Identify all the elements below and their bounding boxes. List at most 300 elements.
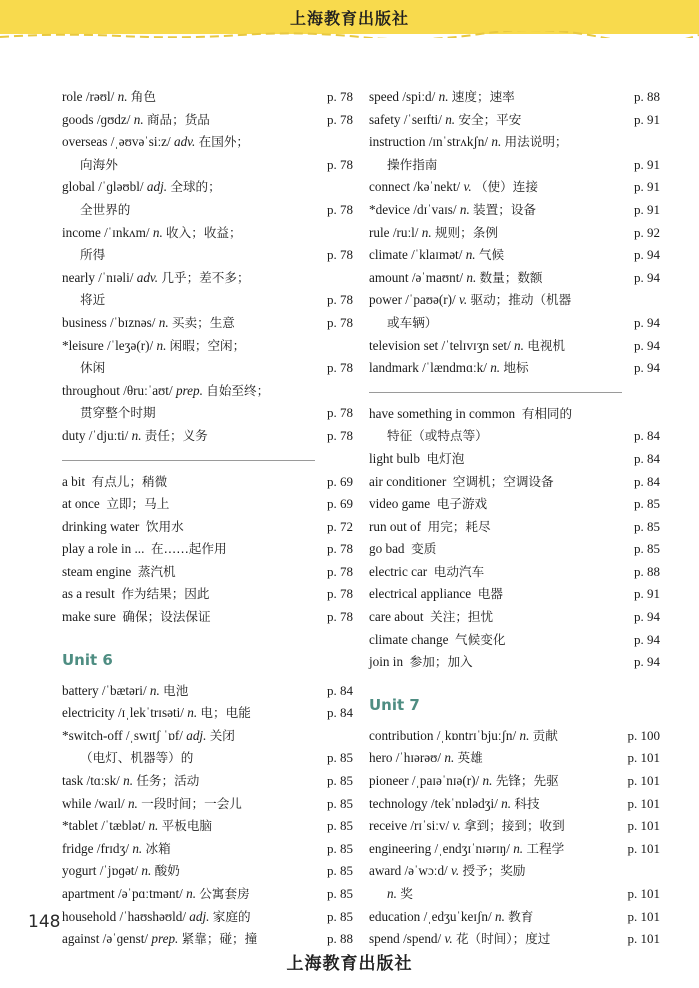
part-of-speech: n. (186, 886, 196, 901)
phonetic: /ɪnˈstrʌkʃn/ (428, 134, 489, 150)
page-reference: p. 78 (327, 541, 353, 557)
page-reference: p. 101 (627, 908, 660, 924)
phrase: air conditioner (369, 473, 447, 489)
part-of-speech: n. (133, 111, 144, 127)
headword: fridge (62, 840, 94, 856)
part-of-speech: n. (127, 795, 138, 811)
phonetic: /ˈɪnkʌm/ (104, 224, 150, 240)
phrase: play a role in ... (62, 541, 145, 557)
headword: income (62, 224, 101, 240)
headword: business (62, 314, 107, 330)
glossary-entry (369, 725, 666, 748)
glossary-entry (62, 793, 359, 816)
glossary-entry (369, 448, 666, 471)
headword: nearly (62, 269, 95, 285)
phrase: make sure (62, 609, 116, 625)
page-reference: p. 101 (627, 931, 660, 947)
translation: 几乎；差不多； (161, 269, 250, 285)
phonetic: /ɪˌlekˈtrɪsəti/ (118, 705, 184, 721)
translation-continued: （电灯、机器等）的 (80, 750, 194, 766)
glossary-entry (62, 222, 359, 245)
phrase: light bulb (369, 450, 420, 466)
part-of-speech: n. (152, 224, 163, 240)
phonetic: /rəʊl/ (85, 89, 115, 104)
glossary-entry (62, 131, 359, 154)
section-divider (369, 392, 622, 393)
page-reference: p. 85 (327, 840, 353, 856)
page-reference: p. 72 (327, 518, 353, 534)
phonetic: /əˈmaʊnt/ (411, 269, 464, 285)
translation: 电；电能 (200, 705, 251, 721)
translation: 速度；速率 (451, 89, 515, 104)
page-reference: p. 94 (634, 247, 660, 263)
translation-continued: 奖 (400, 886, 413, 901)
phonetic: /ruːl/ (392, 224, 419, 240)
part-of-speech: n. (465, 247, 476, 263)
glossary-entry (62, 109, 359, 132)
headword: education (369, 908, 421, 924)
part-of-speech: n. (187, 705, 198, 721)
translation: 规则；条例 (434, 224, 498, 240)
page-reference: p. 101 (627, 886, 660, 901)
page-reference: p. 101 (627, 795, 660, 811)
phonetic: /ˈjɒɡət/ (99, 863, 139, 879)
headword: electricity (62, 705, 115, 721)
translation: 在国外； (198, 134, 249, 150)
glossary-entry-continuation (62, 402, 359, 425)
glossary-entry (369, 493, 666, 516)
translation: 装置；设备 (473, 201, 536, 217)
page-reference: p. 84 (634, 450, 660, 466)
part-of-speech: n. (494, 908, 505, 924)
phonetic: /əˈɡenst/ (102, 931, 149, 947)
headword: amount (369, 269, 409, 285)
headword: task (62, 773, 84, 789)
phrase: have something in common (369, 405, 516, 421)
glossary-entry (369, 131, 666, 154)
phonetic: /ˈbætəri/ (101, 682, 147, 698)
part-of-speech: n. (149, 682, 160, 698)
translation: 商品；货品 (146, 111, 210, 127)
left-column (62, 86, 359, 951)
page-reference: p. 88 (634, 563, 660, 579)
headword: receive (369, 818, 408, 834)
phrase: at once (62, 496, 100, 512)
phrase: care about (369, 609, 424, 625)
phonetic: /ˈdjuːti/ (88, 427, 129, 443)
glossary-entry (369, 199, 666, 222)
page-reference: p. 78 (327, 314, 353, 330)
translation: 空调机；空调设备 (452, 473, 554, 489)
part-of-speech: n. (158, 314, 169, 330)
glossary-entry (62, 583, 359, 606)
translation: 公寓套房 (199, 886, 250, 901)
page-reference: p. 85 (634, 518, 660, 534)
headword: *tablet (62, 818, 98, 834)
translation: 气候变化 (455, 631, 506, 647)
headword: battery (62, 682, 99, 698)
part-of-speech: adv. (136, 269, 159, 285)
phonetic: /frɪdʒ/ (96, 840, 130, 856)
phonetic: /ˈhaʊshəʊld/ (119, 908, 186, 924)
phonetic: /ˈnɪəli/ (98, 269, 134, 285)
part-of-speech: n. (117, 89, 128, 104)
translation: 贡献 (532, 727, 558, 743)
glossary-entry-continuation (369, 154, 666, 177)
phonetic: /ˌedʒuˈkeɪʃn/ (423, 908, 492, 924)
translation-continued: 全世界的 (80, 201, 131, 217)
phrase: as a result (62, 586, 115, 602)
glossary-entry (369, 109, 666, 132)
glossary-entry (62, 425, 359, 448)
part-of-speech: adj. (186, 727, 207, 743)
glossary-entry (62, 680, 359, 703)
page-reference: p. 85 (634, 541, 660, 557)
phonetic: /ˈpaʊə(r)/ (405, 292, 456, 308)
glossary-entry (369, 583, 666, 606)
phonetic: /əˈwɔːd/ (404, 863, 448, 879)
page-reference: p. 94 (634, 631, 660, 647)
translation: 工程学 (526, 840, 565, 856)
translation: 全球的； (170, 179, 221, 195)
glossary-entry (369, 629, 666, 652)
part-of-speech: n. (514, 337, 524, 353)
part-of-speech: n. (131, 427, 142, 443)
phonetic: /ˈklaɪmət/ (411, 247, 463, 263)
headword: *leisure (62, 337, 104, 353)
page-reference: p. 78 (327, 156, 353, 172)
glossary-entry (62, 725, 359, 748)
phonetic: /ˈtelɪvɪʒn set/ (441, 337, 511, 353)
translation-continued: 操作指南 (387, 156, 438, 172)
page-reference: p. 91 (634, 586, 660, 602)
headword: speed (369, 89, 400, 104)
part-of-speech: v. (459, 292, 468, 308)
page-reference: p. 94 (634, 609, 660, 625)
glossary-entry (369, 403, 666, 426)
headword: instruction (369, 134, 426, 150)
part-of-speech: prep. (175, 382, 203, 398)
phrase: go bad (369, 541, 405, 557)
phonetic: /ˌpaɪəˈnɪə(r)/ (411, 773, 480, 789)
page-reference: p. 84 (634, 428, 660, 444)
phrase: electric car (369, 563, 428, 579)
translation: 安全；平安 (458, 111, 522, 127)
glossary-entry (62, 471, 359, 494)
part-of-speech: v. (463, 179, 472, 195)
part-of-speech: n. (490, 360, 501, 376)
page-reference: p. 78 (327, 405, 353, 421)
phonetic: /ˌendʒɪˈnɪərɪŋ/ (434, 840, 510, 856)
headword: contribution (369, 727, 434, 743)
translation: 花（时间）；度过 (455, 931, 551, 947)
part-of-speech: v. (444, 931, 453, 947)
headword: household (62, 908, 117, 924)
page-reference: p. 85 (327, 750, 353, 766)
glossary-entry-continuation (62, 747, 359, 770)
glossary-entry-continuation (62, 154, 359, 177)
page-reference: p. 101 (627, 818, 660, 834)
page-reference: p. 78 (327, 360, 353, 376)
page-reference: p. 84 (327, 705, 353, 721)
phonetic: /ˈɡləʊbl/ (98, 179, 144, 195)
phonetic: /ˌswɪtʃ ˈɒf/ (125, 727, 183, 743)
headword: apartment (62, 886, 115, 901)
translation: 驱动；推动（机器 (470, 292, 572, 308)
translation-continued: 特征（或特点等） (387, 428, 488, 444)
translation: 教育 (508, 908, 534, 924)
translation: 家庭的 (212, 908, 251, 924)
glossary-entry (369, 222, 666, 245)
part-of-speech: n. (445, 111, 456, 127)
section-divider (62, 460, 315, 461)
glossary-entry-continuation (62, 289, 359, 312)
translation: 买卖；生意 (171, 314, 235, 330)
phonetic: /tekˈnɒlədʒi/ (430, 795, 498, 811)
translation: 角色 (130, 89, 156, 104)
page-reference: p. 101 (627, 773, 660, 789)
phrase: a bit (62, 473, 86, 489)
phonetic: /əˈpɑːtmənt/ (118, 886, 183, 901)
glossary-entry (62, 380, 359, 403)
part-of-speech: n. (123, 773, 134, 789)
phrase: steam engine (62, 563, 132, 579)
glossary-entry (62, 928, 359, 951)
headword: power (369, 292, 402, 308)
page-reference: p. 101 (627, 750, 660, 766)
translation: （使）连接 (474, 179, 538, 195)
headword: safety (369, 111, 401, 127)
page-reference: p. 92 (634, 224, 660, 240)
headword: role (62, 89, 83, 104)
phonetic: /ˌəʊvəˈsiːz/ (110, 134, 171, 150)
translation-continued: 或车辆） (387, 314, 438, 330)
translation: 用法说明； (504, 134, 568, 150)
page-reference: p. 88 (327, 931, 353, 947)
page-reference: p. 85 (327, 773, 353, 789)
translation: 闲暇；空闲； (169, 337, 246, 353)
phonetic: /ɡʊdz/ (96, 111, 131, 127)
page-reference: p. 91 (634, 201, 660, 217)
phrase: video game (369, 496, 431, 512)
glossary-entry (369, 815, 666, 838)
translation: 参加；加入 (409, 654, 473, 670)
glossary-entry (369, 471, 666, 494)
phrase: climate change (369, 631, 449, 647)
glossary-entry (369, 538, 666, 561)
translation: 电视机 (527, 337, 566, 353)
part-of-speech: n. (482, 773, 493, 789)
part-of-speech: n. (141, 863, 152, 879)
translation: 蒸汽机 (137, 563, 176, 579)
page-reference: p. 91 (634, 111, 660, 127)
translation-continued: 休闲 (80, 360, 106, 376)
part-of-speech: adv. (173, 134, 196, 150)
part-of-speech: n. (501, 795, 512, 811)
page-reference: p. 78 (327, 609, 353, 625)
headword: engineering (369, 840, 432, 856)
part-of-speech: adj. (189, 908, 210, 924)
page-reference: p. 94 (634, 269, 660, 285)
headword: *switch-off (62, 727, 123, 743)
part-of-speech: v. (452, 818, 461, 834)
part-of-speech: prep. (151, 931, 179, 947)
phrase: electrical appliance (369, 586, 472, 602)
part-of-speech: n. (156, 337, 167, 353)
phonetic: /ˈlændmɑːk/ (422, 360, 487, 376)
headword: climate (369, 247, 408, 263)
page-reference: p. 85 (327, 818, 353, 834)
glossary-entry-continuation (62, 357, 359, 380)
translation: 气候 (478, 247, 505, 263)
translation: 作为结果；因此 (121, 586, 210, 602)
publisher-footer-title: 上海教育出版社 (286, 954, 413, 974)
page-reference: p. 78 (327, 563, 353, 579)
phonetic: /kəˈnekt/ (413, 179, 461, 195)
unit-heading: Unit 6 (62, 650, 113, 669)
translation: 数量；数额 (479, 269, 543, 285)
translation: 授予；奖励 (462, 863, 526, 879)
glossary-entry (62, 516, 359, 539)
glossary-entry (369, 176, 666, 199)
glossary-entry (62, 312, 359, 335)
glossary-entry (62, 86, 359, 109)
part-of-speech: v. (451, 863, 460, 879)
translation: 关闭 (209, 727, 235, 743)
page-reference: p. 78 (327, 427, 353, 443)
part-of-speech: n. (444, 750, 455, 766)
phonetic: /spiːd/ (402, 89, 436, 104)
page-reference: p. 78 (327, 201, 353, 217)
glossary-entry (62, 561, 359, 584)
page-reference: p. 94 (634, 360, 660, 376)
part-of-speech: n. (519, 727, 530, 743)
part-of-speech: n. (459, 201, 470, 217)
glossary-entry (62, 493, 359, 516)
translation: 电灯泡 (426, 450, 465, 466)
glossary-entry (62, 335, 359, 358)
page-reference: p. 85 (327, 863, 353, 879)
glossary-entry (62, 860, 359, 883)
translation: 英雄 (457, 750, 483, 766)
page-reference: p. 69 (327, 496, 353, 512)
headword: pioneer (369, 773, 409, 789)
translation: 冰箱 (145, 840, 171, 856)
page-reference: p. 85 (634, 496, 660, 512)
glossary-entry (369, 244, 666, 267)
part-of-speech: n. (513, 840, 524, 856)
headword: throughout (62, 382, 120, 398)
translation: 先锋；先驱 (495, 773, 559, 789)
headword: against (62, 931, 100, 947)
glossary-entry (62, 815, 359, 838)
headword: goods (62, 111, 94, 127)
glossary-entry (62, 538, 359, 561)
glossary-entry (369, 335, 666, 358)
phonetic: /rɪˈsiːv/ (410, 818, 450, 834)
translation-continued: 所得 (80, 247, 106, 263)
page-reference: p. 91 (634, 156, 660, 172)
translation: 立即；马上 (106, 496, 170, 512)
glossary-entry (369, 838, 666, 861)
translation: 紧靠；碰；撞 (181, 931, 258, 947)
glossary-entry (369, 86, 666, 109)
part-of-speech: n. (421, 224, 432, 240)
page-reference: p. 85 (327, 908, 353, 924)
translation: 科技 (514, 795, 540, 811)
page-reference: p. 94 (634, 654, 660, 670)
translation: 收入；收益； (166, 224, 242, 240)
phonetic: /tɑːsk/ (86, 773, 120, 789)
headword: technology (369, 795, 428, 811)
headword: connect (369, 179, 411, 195)
phonetic: /waɪl/ (94, 795, 125, 811)
translation: 责任；义务 (144, 427, 208, 443)
translation: 电动汽车 (433, 563, 485, 579)
translation: 在……起作用 (151, 541, 227, 557)
glossary-entry (369, 928, 666, 951)
page-reference: p. 94 (634, 314, 660, 330)
translation: 确保；设法保证 (122, 609, 211, 625)
headword: award (369, 863, 402, 879)
translation: 变质 (411, 541, 437, 557)
page-reference: p. 78 (327, 292, 353, 308)
phonetic: /dɪˈvaɪs/ (413, 201, 457, 217)
page-reference: p. 85 (327, 795, 353, 811)
translation: 电子游戏 (436, 496, 488, 512)
headword: rule (369, 224, 390, 240)
glossary-entry (62, 176, 359, 199)
page-reference: p. 84 (634, 473, 660, 489)
translation: 有相同的 (521, 405, 573, 421)
translation: 地标 (503, 360, 529, 376)
translation: 电池 (163, 682, 189, 698)
page-reference: p. 78 (327, 247, 353, 263)
part-of-speech: n. (438, 89, 449, 104)
page-reference: p. 78 (327, 89, 353, 104)
page-number: 148 (28, 912, 61, 932)
glossary-entry (369, 289, 666, 312)
glossary-entry (369, 357, 666, 380)
glossary-entry (369, 860, 666, 883)
part-of-speech: n. (148, 818, 159, 834)
glossary-entry-continuation (62, 199, 359, 222)
glossary-entry (369, 651, 666, 674)
headword: spend (369, 931, 400, 947)
headword: hero (369, 750, 393, 766)
translation: 任务；活动 (136, 773, 200, 789)
glossary-entry (369, 606, 666, 629)
phrase: run out of (369, 518, 422, 534)
headword: yogurt (62, 863, 97, 879)
part-of-speech: n. (466, 269, 477, 285)
glossary-entry (369, 516, 666, 539)
page-reference: p. 94 (634, 337, 660, 353)
part-of-speech: n. (387, 886, 397, 901)
glossary-entry (369, 267, 666, 290)
phonetic: /ˈseɪfti/ (403, 111, 442, 127)
glossary-entry (62, 606, 359, 629)
headword: *device (369, 201, 411, 217)
page-reference: p. 100 (627, 727, 660, 743)
phonetic: /ˈhɪərəʊ/ (395, 750, 442, 766)
translation: 拿到；接到；收到 (463, 818, 565, 834)
headword: television set (369, 337, 439, 353)
part-of-speech: n. (491, 134, 502, 150)
glossary-entry (62, 702, 359, 725)
phonetic: /ˌkɒntrɪˈbjuːʃn/ (436, 727, 517, 743)
translation: 电器 (477, 586, 503, 602)
